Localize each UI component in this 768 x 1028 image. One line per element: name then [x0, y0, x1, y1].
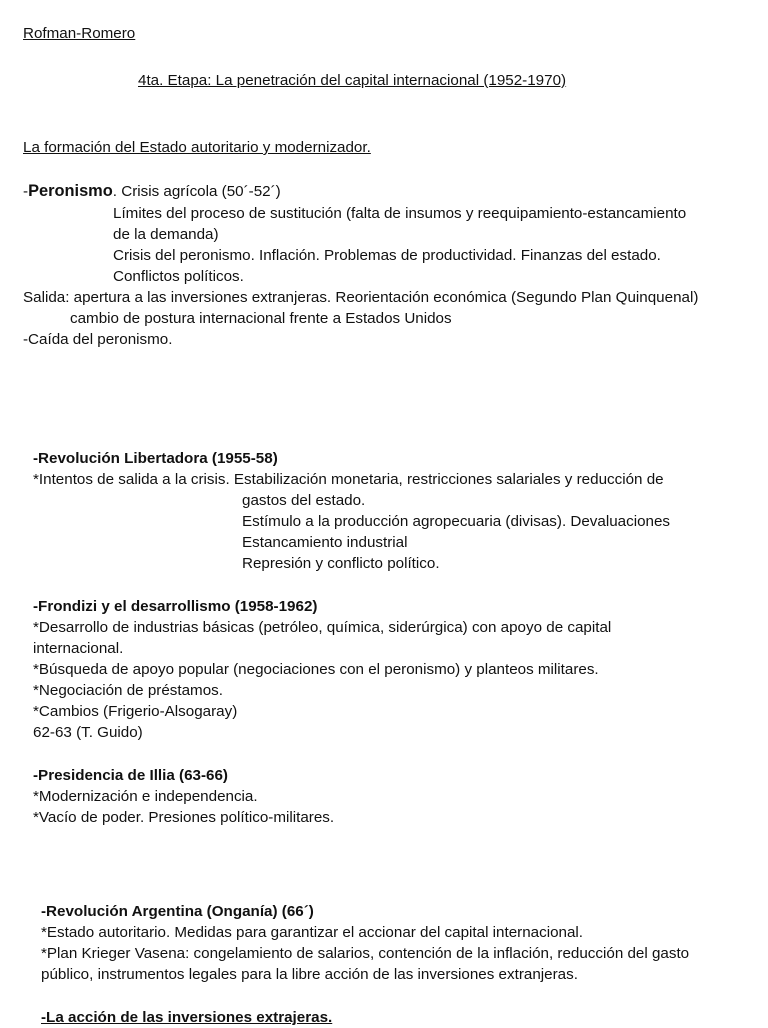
paragraph-line: *Cambios (Frigerio-Alsogaray) [33, 703, 238, 720]
paragraph-line: *Negociación de préstamos. [33, 682, 223, 699]
paragraph-line: *Plan Krieger Vasena: congelamiento de salarios, contención de la inflación, reducción del gasto [41, 945, 690, 962]
paragraph-line: *Vacío de poder. Presiones político-militares. [33, 809, 335, 826]
section-heading: La formación del Estado autoritario y modernizador. [23, 139, 371, 156]
paragraph-line: público, instrumentos legales para la libre acción de las inversiones extranjeras. [41, 966, 578, 983]
paragraph-line: Límites del proceso de sustitución (falta de insumos y reequipamiento-estancamiento [113, 205, 687, 222]
caida-line: -Caída del peronismo. [23, 331, 173, 348]
peronismo-prefix: - [23, 183, 29, 200]
ongania-heading: -Revolución Argentina (Onganía) (66´) [41, 903, 314, 920]
libertadora-heading: -Revolución Libertadora (1955-58) [33, 450, 278, 467]
page-title: 4ta. Etapa: La penetración del capital internacional (1952-1970) [138, 72, 567, 89]
paragraph-line: 62-63 (T. Guido) [33, 724, 143, 741]
frondizi-heading: -Frondizi y el desarrollismo (1958-1962) [33, 598, 318, 615]
paragraph-line: de la demanda) [113, 226, 219, 243]
paragraph-line: Crisis del peronismo. Inflación. Problemas de productividad. Finanzas del estado. [113, 247, 661, 264]
salida-continuation: cambio de postura internacional frente a Estados Unidos [70, 310, 452, 327]
peronismo-line [23, 181, 281, 202]
paragraph-line: Represión y conflicto político. [242, 555, 440, 572]
paragraph-line: Estímulo a la producción agropecuaria (divisas). Devaluaciones [242, 513, 671, 530]
illia-heading: -Presidencia de Illia (63-66) [33, 767, 228, 784]
paragraph-line: gastos del estado. [242, 492, 366, 509]
peronismo-label: Peronismo [28, 182, 113, 200]
paragraph-line: *Desarrollo de industrias básicas (petróleo, química, siderúrgica) con apoyo de capital [33, 619, 612, 636]
paragraph-line: *Búsqueda de apoyo popular (negociaciones con el peronismo) y planteos militares. [33, 661, 599, 678]
paragraph-line: internacional. [33, 640, 124, 657]
paragraph-line: *Modernización e independencia. [33, 788, 258, 805]
peronismo-rest: . Crisis agrícola (50´-52´) [112, 183, 281, 200]
author-heading: Rofman-Romero [23, 25, 136, 42]
salida-line: Salida: apertura a las inversiones extranjeras. Reorientación económica (Segundo Plan Quinquenal) [23, 289, 699, 306]
paragraph-line: *Estado autoritario. Medidas para garantizar el accionar del capital internacional. [41, 924, 583, 941]
inversiones-heading: -La acción de las inversiones extrajeras. [41, 1009, 333, 1026]
paragraph-line: Estancamiento industrial [242, 534, 408, 551]
paragraph-line: Conflictos políticos. [113, 268, 244, 285]
paragraph-line: *Intentos de salida a la crisis. Estabilización monetaria, restricciones salariales y reducción de [33, 471, 664, 488]
